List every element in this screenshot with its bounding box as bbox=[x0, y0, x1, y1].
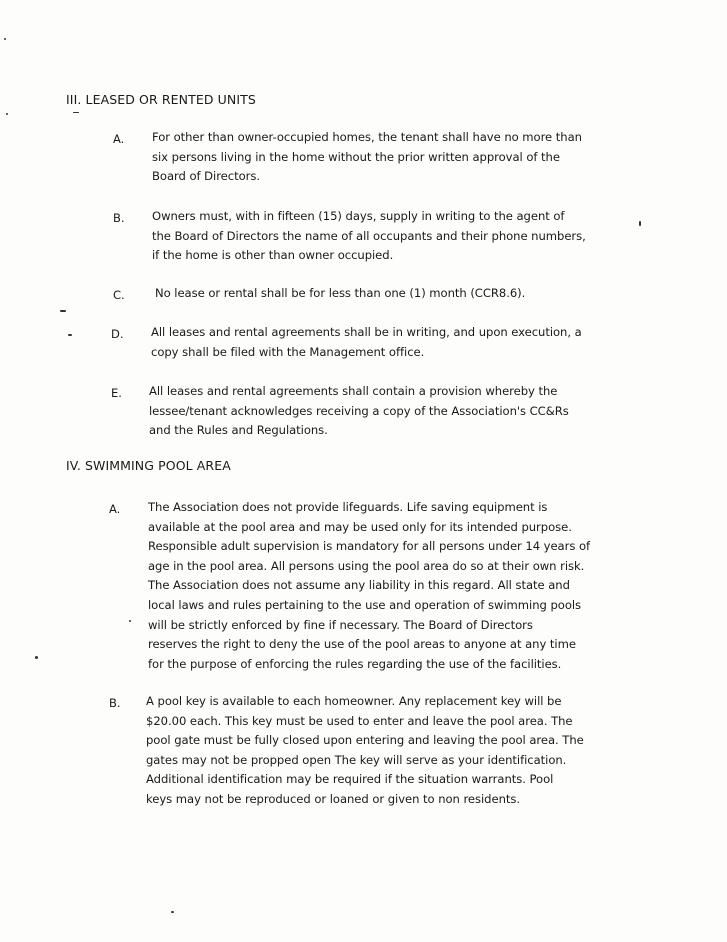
text-line: copy shall be filed with the Management office. bbox=[151, 344, 425, 359]
item-text-4a bbox=[148, 498, 590, 674]
text-line: and the Rules and Regulations. bbox=[149, 423, 328, 438]
text-line: $20.00 each. This key must be used to enter and leave the pool area. The bbox=[146, 713, 573, 728]
item-text-4b bbox=[146, 692, 584, 810]
item-text-3b bbox=[152, 207, 586, 266]
item-letter-4b: B. bbox=[109, 696, 121, 710]
text-line: reserves the right to deny the use of the pool areas to anyone at any time bbox=[148, 637, 576, 652]
item-text-3d bbox=[151, 323, 582, 362]
scan-speck bbox=[73, 112, 79, 113]
item-letter-3d: D. bbox=[111, 327, 124, 341]
text-line: All leases and rental agreements shall be in writing, and upon execution, a bbox=[151, 325, 582, 339]
text-line: All leases and rental agreements shall contain a provision whereby the bbox=[149, 384, 558, 398]
scan-speck bbox=[68, 334, 72, 336]
item-letter-4a: A. bbox=[109, 502, 121, 516]
scan-speck bbox=[35, 656, 38, 659]
text-line: local laws and rules pertaining to the use and operation of swimming pools bbox=[148, 597, 582, 612]
text-line: The Association does not assume any liability in this regard. All state and bbox=[148, 578, 570, 593]
scan-speck bbox=[60, 310, 66, 312]
text-line: the Board of Directors the name of all occupants and their phone numbers, bbox=[152, 228, 586, 243]
text-line: Owners must, with in fifteen (15) days, supply in writing to the agent of bbox=[152, 209, 565, 223]
item-letter-3a: A. bbox=[113, 132, 125, 146]
scan-speck bbox=[639, 221, 641, 226]
text-line: for the purpose of enforcing the rules regarding the use of the facilities. bbox=[148, 656, 562, 671]
section-heading-leased-rented-units: III. LEASED OR RENTED UNITS bbox=[66, 92, 256, 107]
text-line: pool gate must be fully closed upon entering and leaving the pool area. The bbox=[146, 733, 584, 748]
text-line: For other than owner-occupied homes, the tenant shall have no more than bbox=[152, 130, 582, 144]
text-line: Responsible adult supervision is mandatory for all persons under 14 years of bbox=[148, 539, 591, 554]
text-line: Additional identification may be required if the situation warrants. Pool bbox=[146, 772, 554, 787]
item-letter-3e: E. bbox=[111, 386, 122, 400]
scan-speck bbox=[129, 620, 131, 622]
item-text-3a bbox=[152, 128, 582, 187]
text-line: six persons living in the home without the prior written approval of the bbox=[152, 149, 560, 164]
text-line: keys may not be reproduced or loaned or given to non residents. bbox=[146, 791, 520, 806]
scan-speck bbox=[4, 38, 6, 40]
section-heading-swimming-pool-area: IV. SWIMMING POOL AREA bbox=[66, 458, 231, 473]
item-text-3c bbox=[155, 284, 525, 304]
text-line: will be strictly enforced by fine if necessary. The Board of Directors bbox=[148, 617, 533, 632]
item-letter-3b: B. bbox=[113, 211, 125, 225]
text-line: A pool key is available to each homeowner. Any replacement key will be bbox=[146, 694, 562, 708]
text-line: No lease or rental shall be for less than one (1) month (CCR8.6). bbox=[155, 286, 526, 300]
text-line: The Association does not provide lifeguards. Life saving equipment is bbox=[148, 500, 548, 514]
text-line: gates may not be propped open The key will serve as your identification. bbox=[146, 752, 567, 767]
item-letter-3c: C. bbox=[113, 288, 125, 302]
scan-speck bbox=[171, 911, 174, 913]
text-line: age in the pool area. All persons using the pool area do so at their own risk. bbox=[148, 558, 585, 573]
item-text-3e bbox=[149, 382, 569, 441]
scan-speck bbox=[6, 113, 8, 115]
text-line: lessee/tenant acknowledges receiving a copy of the Association's CC&Rs bbox=[149, 403, 569, 418]
text-line: if the home is other than owner occupied. bbox=[152, 248, 394, 263]
text-line: available at the pool area and may be used only for its intended purpose. bbox=[148, 519, 572, 534]
text-line: Board of Directors. bbox=[152, 169, 260, 184]
